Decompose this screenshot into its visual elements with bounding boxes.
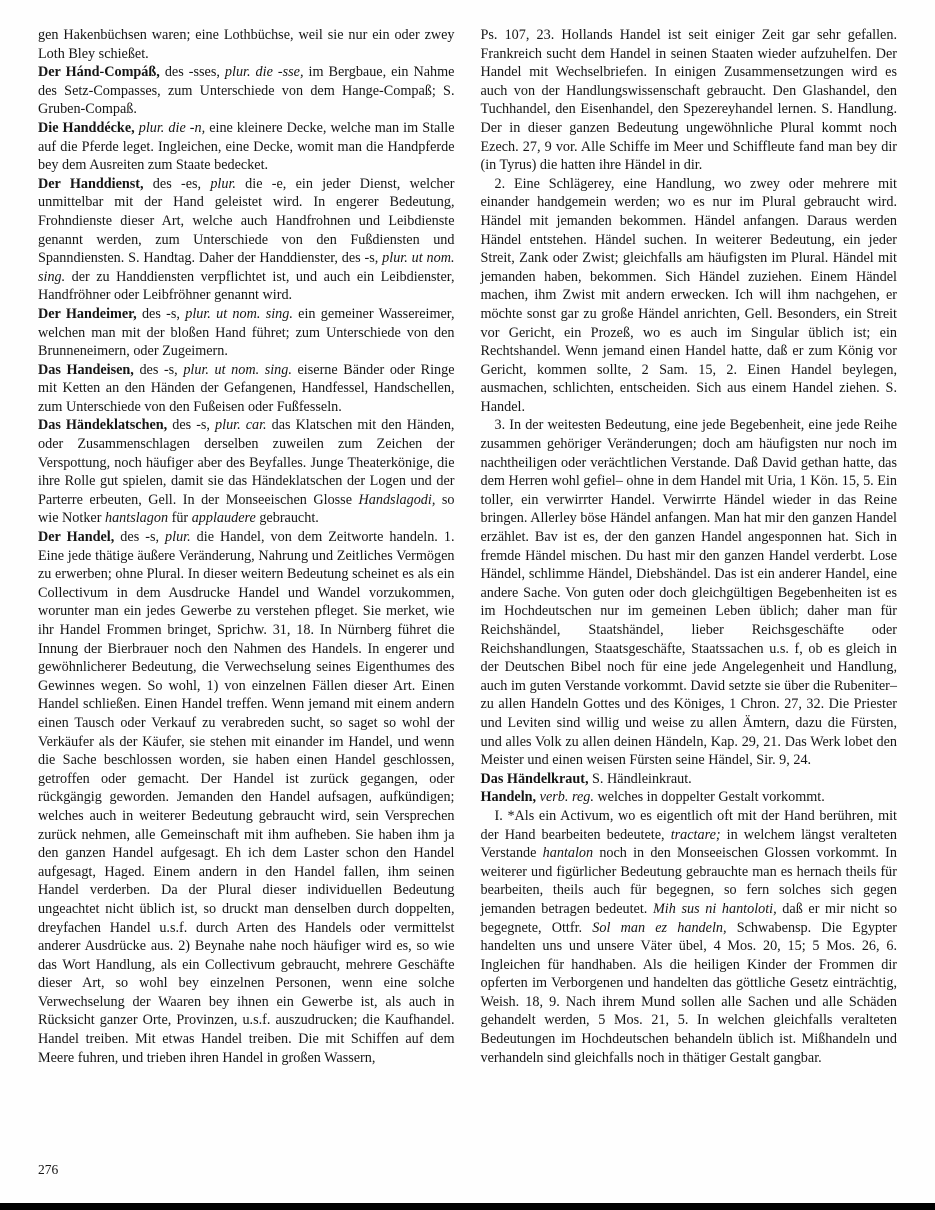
entry-text: für xyxy=(168,510,192,527)
entry-text: eiserne Bänder oder Ringe mit Ketten an den Händen der Gefangenen, Handfessel, Handschellen, zum Unterschiede von den Fußeisen oder Fußfesseln. xyxy=(38,361,455,415)
headword: Das Handeisen, xyxy=(38,361,134,378)
entry-text: I. *Als ein Activum, wo es eigentlich oft mit der Hand berühren, mit der Hand bearbeiten bedeutete, xyxy=(480,807,897,843)
headword: Die Handdécke, xyxy=(38,119,135,136)
entry-text: des -s, xyxy=(133,361,184,378)
italic-term: plur. die -n, xyxy=(138,119,206,136)
italic-term: plur. die -sse, xyxy=(224,64,304,81)
italic-term: plur. xyxy=(210,175,236,192)
entry-text: 3. In der weitesten Bedeutung, eine jede Begebenheit, eine jede Reihe zusammen gehöriger Veränderungen; doch am häufigsten nur noch im nachtheiligen oder verächtlichen Verstande. Daß David gethan hatte, das dem Herren wohl gefiel– ohne in dem Handel mit Uria, 1 Kön. 15, 5. Ein toller, ein verwirrter Handel. Verwirrte Händel wieder in das Reine bringen. Allerley böse Händel anfangen. Man hat mir den ganzen Handel erzählet. Bav ist es, der den ganzen Handel angesponnen hat. Sich in fremde Händel mischen. Du hast mir den ganzen Handel verderbt. Lose Händel, schlimme Händel, Diebshändel. Das ist ein anderer Handel, eine andere Sache. Von guten oder doch gleichgültigen Begebenheiten ist es im Hochdeutschen nur im gemeinen Leben üblich; daher man für Reichshändel, Staatshändel, lieber Reichsgeschäfte oder Reichshandlungen, Staatsgeschäfte, Staatssachen u.s. f, ob es gleich in der Deutschen Bibel noch für eine jede Angelegenheit und Handlung, auch im guten Verstande vorkommt. David setzte sie über die Rubeniter– zu allen Handeln Gottes und des Königes, 1 Chron. 27, 32. Die Priester und Leviten sind willig und weise zu allen Ämtern, dazu die Fürsten, und alles Volk zu allen deinen Händeln, Kap. 29, 21. Das Werk lobet den Meister und einen weisen Fürsten seine Händel, Sir. 9, 24. xyxy=(480,417,897,769)
entry-text: so wie Notker xyxy=(38,491,455,527)
headword: Der Handdienst, xyxy=(38,175,144,192)
headword: Handeln, xyxy=(480,789,537,806)
entry-haendeklatschen xyxy=(38,416,455,528)
entry-text: die -e, ein jeder Dienst, welcher unmittelbar mit der Hand geleistet wird. In engerer Bedeutung, Frohndienste dieser Art, welche auch Handfrohnen und Leibdienste genannt werden, zum Unterschiede von den Fußdiensten und Spanndiensten. S. Handtag. Daher der Handdienster, des -s, xyxy=(38,175,455,267)
entry-text: der zu Handdiensten verpflichtet ist, und auch ein Leibdienster, Handfröhner oder Leibfröhner genannt wird. xyxy=(38,268,455,304)
headword: Der Handel, xyxy=(38,529,115,546)
entry-text: ein gemeiner Wassereimer, welchen man mit der bloßen Hand führet; zum Unterschiede von den Brunneneimern, oder Zugeimern. xyxy=(38,305,455,360)
entry-handel-sense2 xyxy=(481,175,898,417)
entry-text: des -s, xyxy=(167,417,216,434)
entry-handeisen xyxy=(38,361,455,417)
italic-term: Mih sus ni hantoloti, xyxy=(652,900,777,917)
entry-text: 2. Eine Schlägerey, eine Handlung, wo zwey oder mehrere mit einander handgemein werden; wo es nur im Plural gebraucht wird. Händel mit jemanden bekommen. Händel anfangen. Daraus werden Händel entstehen. Händel suchen. In weiterer Bedeutung, ein jeder Streit, Zank oder Zwist; gleichfalls am häufigsten im Plural. Händel mit jemanden haben, bekommen. Sich Händel zuziehen. Einem Händel machen, ihm Zwist mit andern erwecken. Ich will ihm nachgehen, er möchte sonst gar zu große Händel anrichten, Gell. Besonders, ein Streit vor Gericht, ein Prozeß, wo es auch im Singular üblich ist; ein Rechtshandel. Wenn jemand einen Handel hatte, daß er zum König vor Gericht, kommen sollte, 2 Sam. 15, 2. Einen Handel beylegen, ausmachen, schlichten, entscheiden. Sich aus einem Handel ziehen. S. Handel. xyxy=(480,175,897,415)
entry-text: in welchem längst veralteten Verstande xyxy=(480,826,898,862)
entry-text: welches in doppelter Gestalt vorkommt. xyxy=(593,789,825,806)
italic-term: plur. ut nom. sing. xyxy=(185,305,293,322)
italic-term: plur. xyxy=(165,529,191,546)
entry-text: gebraucht. xyxy=(255,510,319,527)
italic-term: Sol man ez handeln, xyxy=(592,919,727,936)
entry-text: Ps. 107, 23. Hollands Handel ist seit einiger Zeit gar sehr gefallen. Frankreich sucht dem Handel in seinen Staaten wieder aufzuhelfen. Der Handel mit Wechselbriefen. In einigen Zusammensetzungen wird es auch von der Handlungswissenschaft gebraucht. Den Glashandel, den Tuchhandel, den Eisenhandel, den Spezereyhandel lernen. S. Handlung. Der in dieser ganzen Bedeutung ungewöhnliche Plural kommt noch Ezech. 27, 9 vor. Alle Schiffe im Meer und Schiffleute fand man bey dir (in Tyrus) die hatten ihre Händel in dir. xyxy=(480,27,897,174)
entry-handdecke xyxy=(38,119,455,175)
entry-text: das Klatschen mit den Händen, oder Zusammenschlagen derselben zuweilen zum Zeichen der Verspottung, noch häufiger aber des Beyfalles. Junge Theaterkönige, die ihre Rolle gut spielen, damit sie das Händeklatschen der Logen und der Parterre erbeuten, Gell. In der Monseeischen Glosse xyxy=(38,417,455,508)
italic-term: hantslagon xyxy=(104,510,169,527)
entry-text: Schwabensp. Die Egypter handelten uns und unsere Väter übel, 4 Mos. 20, 15; 5 Mos. 26, 6. Ingleichen für handhaben. Als die heiligen Kinder der Frommen dir opferten im Verborgenen und handelten das göttliche Gesetz einträchtig, Weish. 18, 9. Nach ihrem Mund sollen alle Sachen und alle Schäden gehandelt werden, 5 Mos. 21, 5. In welchen gleichfalls veralteten Bedeutungen im Hochdeutschen behandeln üblich ist. Mißhandeln und verhandeln sind gleichfalls noch in thätiger Gestalt gangbar. xyxy=(480,919,897,1066)
text-columns xyxy=(38,26,897,1067)
headword: Das Händelkraut, xyxy=(480,770,589,787)
headword: Das Händeklatschen, xyxy=(38,417,168,434)
entry-text: eine kleinere Decke, welche man im Stalle auf die Pferde leget. Ingleichen, eine Decke, womit man die Handpferde bey dem Ausreiten zum Staate bedecket. xyxy=(38,119,455,174)
italic-term: verb. reg. xyxy=(539,789,594,806)
entry-text: des -s, xyxy=(114,529,166,546)
italic-term: plur. ut nom. sing. xyxy=(38,250,455,285)
entry-text: S. Händleinkraut. xyxy=(588,770,692,787)
entry-text: des -es, xyxy=(143,175,211,192)
entry-handeln xyxy=(481,788,898,807)
entry-text: daß er mir nicht so begegnete, Ottfr. xyxy=(480,900,897,936)
entry-text: des -sses, xyxy=(159,64,225,81)
italic-term: hantalon xyxy=(542,845,594,862)
italic-term: Handslagodi, xyxy=(358,491,436,508)
page-number: 276 xyxy=(38,1162,59,1177)
entry-text: die Handel, von dem Zeitworte handeln. 1. Eine jede thätige äußere Veränderung, Nahrung und Zeitliches Vermögen zu erwerben; ohne Plural. In dieser weitern Bedeutung scheinet es als ein Collectivum in dem Ausdrucke Handel und Wandel vorzukommen, worunter man ein jedes Gewerbe zu verstehen pfleget. Sie merket, wie ihr Handel Frommen bringet, Sprichw. 31, 18. In Nürnberg führet die Innung der Bierbrauer noch den Nahmen des Handels. In engerer und gewöhnlicherer Bedeutung, die Verwechselung seines Eigenthumes des Gewinnes wegen. So wohl, 1) von einzelnen Fällen dieser Art. Einen Handel schließen. Einen Handel treffen. Wenn jemand mit einem andern einen Tausch oder Verkauf zu verabreden sucht, so saget so wohl der Verkäufer als der Käufer, sie stehen mit einander im Handel, und wenn die Sache beschlossen worden, sie haben einen Handel geschlossen, getroffen oder gemacht. Der Handel ist zurück gegangen, oder rückgängig geworden. Jemanden den Handel aufsagen, aufkündigen; welches auch in weiterer Bedeutung gebraucht wird, sein Versprechen zurück nehmen, alle Gemeinschaft mit ihm aufheben. Sie haben ihm ja den ganzen Handel aufgesagt. Eh ich dem Laster schon den Handel aufgesagt, Haged. Einem andern in den Handel fallen, ihm seinen Handel verderben. Da der Plural dieser individuellen Bedeutung ungeachtet nicht üblich ist, so druckt man denselben durch doppelten, dreyfachen Handel u.s.f. durch Arten des Handels oder vermittelst anderer Ausdrücke aus. 2) Beynahe nahe noch häufiger wird es, so wie das Wort Handlung, als ein Collectivum gebraucht, mehrere Geschäfte dieser Art, so wohl bey einzelnen Personen, wenn eine solche Verwechselung der Waaren bey ihnen ein Gewerbe ist, als auch in Rücksicht ganzer Orte, Provinzen, u.s.f. auszudrucken; die Kaufhandel. Handel treiben. Mit etwas Handel treiben. Die mit Schiffen auf dem Meere fuhren, und trieben ihren Handel in großen Wassern, xyxy=(38,529,455,1066)
italic-term: plur. ut nom. sing. xyxy=(183,361,292,378)
entry-haendelkraut xyxy=(481,770,898,789)
right-column xyxy=(481,26,898,1067)
entry-handeimer xyxy=(38,305,455,361)
entry-handdienst xyxy=(38,175,455,305)
entry-handel xyxy=(38,528,455,1067)
headword: Der Hánd-Compáß, xyxy=(38,64,160,81)
entry-text: im Bergbaue, ein Nahme des Setz-Compasses, zum Unterschiede von dem Hange-Compaß; S. Gruben-Compaß. xyxy=(38,64,455,118)
italic-term: tractare; xyxy=(670,826,721,843)
entry-handel-sense3 xyxy=(481,416,898,769)
left-column xyxy=(38,26,455,1067)
scan-bottom-edge xyxy=(0,1203,935,1210)
entry-handeln-sense1 xyxy=(481,807,898,1067)
entry-handel-continuation xyxy=(481,26,898,175)
entry-continuation-hakenbuechsen xyxy=(38,26,455,63)
italic-term: applaudere xyxy=(191,510,256,527)
entry-text: gen Hakenbüchsen waren; eine Lothbüchse, weil sie nur ein oder zwey Loth Bley schießet. xyxy=(38,27,455,62)
entry-text: noch in den Monseeischen Glossen vorkommt. In weiterer und figürlicher Bedeutung gebrauchte man es hernach theils für bearbeiten, theils auch für begegnen, so fern solches sich gegen jemanden betragen bedeutet. xyxy=(480,845,897,917)
entry-text: des -s, xyxy=(136,305,186,322)
italic-term: plur. car. xyxy=(215,417,267,434)
entry-hand-compass xyxy=(38,63,455,119)
headword: Der Handeimer, xyxy=(38,305,137,322)
